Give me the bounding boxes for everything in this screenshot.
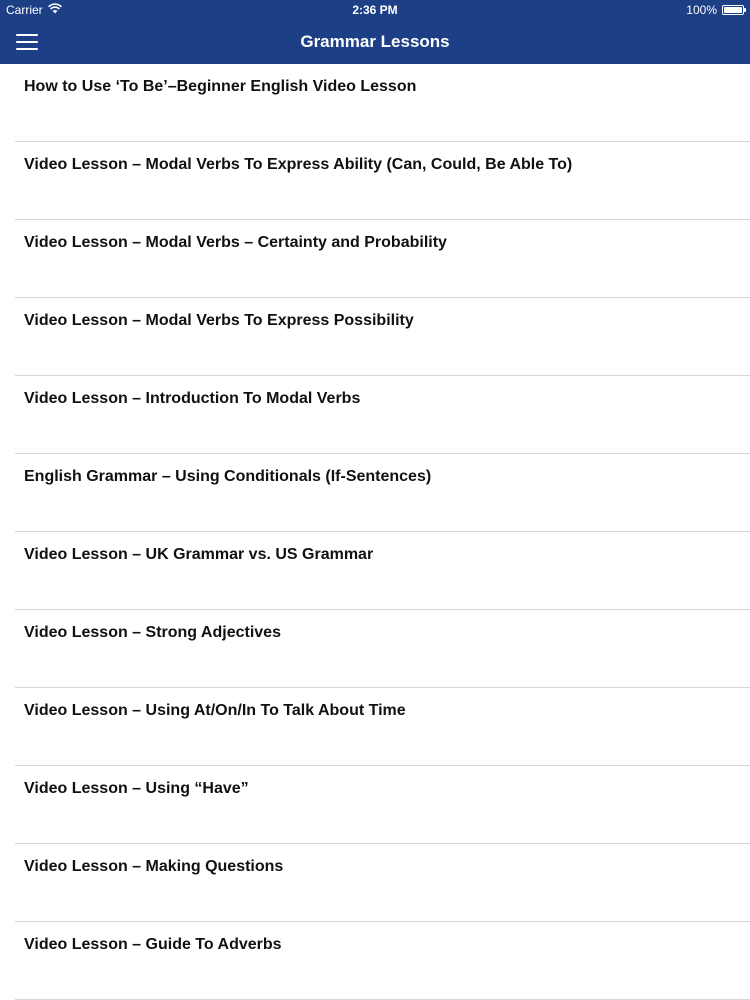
list-item[interactable] — [15, 844, 750, 922]
lesson-title: Video Lesson – Modal Verbs – Certainty and Probability — [24, 234, 447, 251]
status-right — [686, 3, 744, 17]
list-item[interactable] — [15, 454, 750, 532]
list-item[interactable] — [15, 376, 750, 454]
lesson-title: Video Lesson – Making Questions — [24, 858, 284, 875]
lesson-title: English Grammar – Using Conditionals (If-Sentences) — [24, 468, 432, 485]
battery-level-fill — [724, 7, 742, 13]
lesson-title: Video Lesson – UK Grammar vs. US Grammar — [24, 546, 374, 563]
lesson-title: Video Lesson – Guide To Adverbs — [24, 936, 282, 953]
list-item[interactable] — [15, 922, 750, 1000]
status-bar — [0, 0, 750, 21]
list-item[interactable] — [15, 64, 750, 142]
lesson-title: Video Lesson – Using At/On/In To Talk About Time — [24, 702, 406, 719]
status-time: 2:36 PM — [352, 3, 398, 17]
list-item[interactable] — [15, 610, 750, 688]
list-item[interactable] — [15, 766, 750, 844]
lesson-title: Video Lesson – Using “Have” — [24, 780, 249, 797]
lesson-title: Video Lesson – Modal Verbs To Express Possibility — [24, 312, 414, 329]
lesson-list — [0, 64, 750, 1000]
list-item[interactable] — [15, 298, 750, 376]
navigation-bar — [0, 21, 750, 64]
list-item[interactable] — [15, 220, 750, 298]
battery-icon — [722, 5, 744, 15]
list-item[interactable] — [15, 532, 750, 610]
lesson-title: Video Lesson – Modal Verbs To Express Ability (Can, Could, Be Able To) — [24, 156, 573, 173]
list-item[interactable] — [15, 142, 750, 220]
lesson-title: Video Lesson – Strong Adjectives — [24, 624, 281, 641]
lesson-title: How to Use ‘To Be’–Beginner English Video Lesson — [24, 78, 417, 95]
list-item[interactable] — [15, 688, 750, 766]
page-title: Grammar Lessons — [300, 32, 450, 51]
carrier-label: Carrier — [6, 3, 43, 17]
lesson-title: Video Lesson – Introduction To Modal Verbs — [24, 390, 361, 407]
battery-percent: 100% — [686, 3, 717, 17]
